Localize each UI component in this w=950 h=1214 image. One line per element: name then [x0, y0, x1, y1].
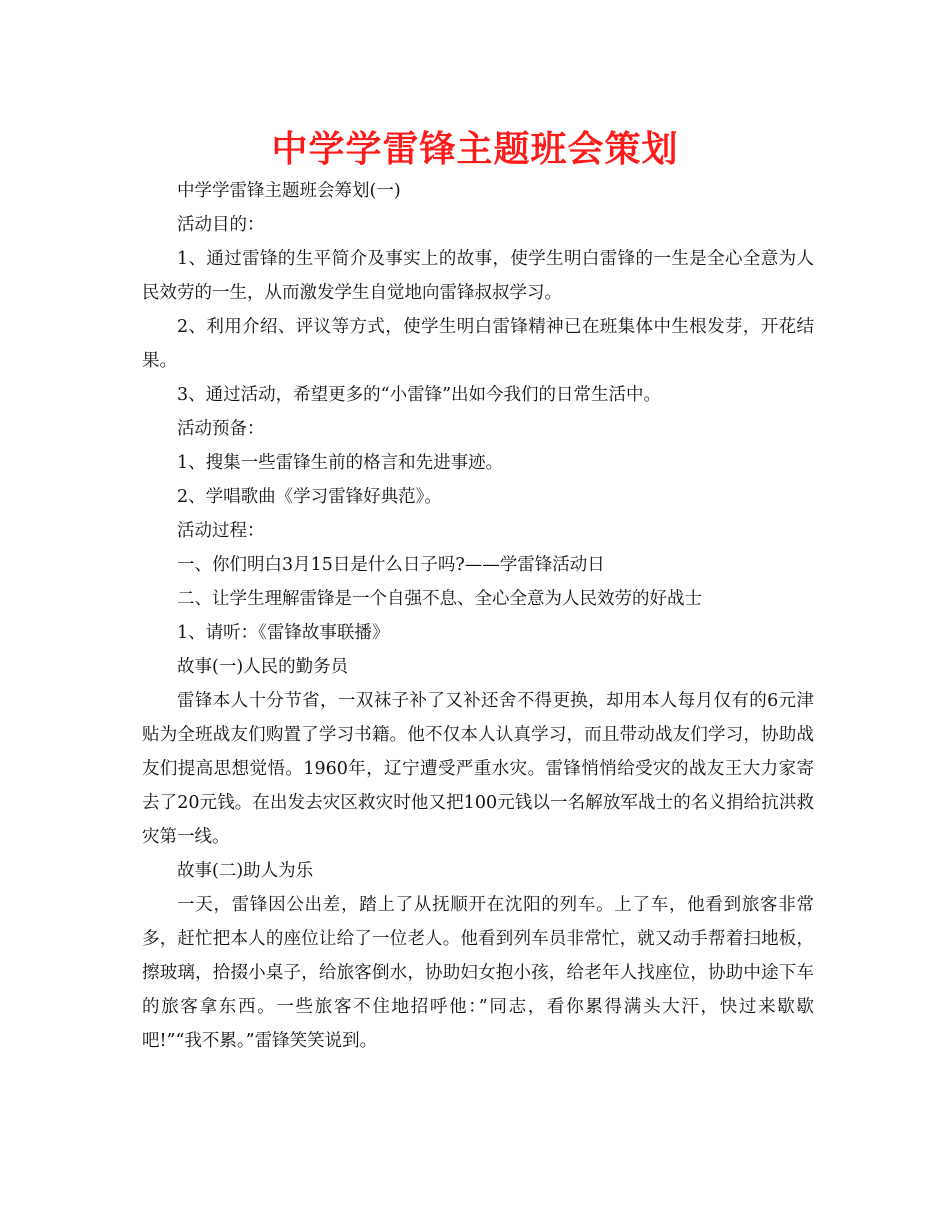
paragraph-preparation-2: 2、学唱歌曲《学习雷锋好典范》。 [177, 487, 442, 507]
paragraph-preparation-1: 1、搜集一些雷锋生前的格言和先进事迹。 [177, 453, 504, 473]
paragraph-story-2-body: 一天，雷锋因公出差，踏上了从抚顺开在沈阳的列车。上了车，他看到旅客非常多，赶忙把本人的座位让给了一位老人。他看到列车员非常忙，就又动手帮着扫地板，擦玻璃，拾掇小桌子，给旅客倒水，协助妇女抱小孩，给老年人找座位，协助中途下车的旅客拿东西。一些旅客不住地招呼他：”同志，看你累得满头大汗，快过来歇歇吧!”“我不累。”雷锋笑笑说到。 [142, 895, 814, 1051]
paragraph-listen: 1、请听：《雷锋故事联播》 [177, 623, 390, 643]
paragraph-subtitle: 中学学雷锋主题班会筹划(一) [177, 181, 401, 201]
paragraph-story-1-body: 雷锋本人十分节省，一双袜子补了又补还舍不得更换，却用本人每月仅有的6元津贴为全班战友们购置了学习书籍。他不仅本人认真学习，而且带动战友们学习，协助战友们提高思想觉悟。1960年，辽宁遭受严重水灾。雷锋悄悄给受灾的战友王大力家寄去了20元钱。在出发去灾区救灾时他又把100元钱以一名解放军战士的名义捐给抗洪救灾第一线。 [142, 691, 814, 847]
document-title: 中学学雷锋主题班会策划 [271, 129, 679, 170]
paragraph-heading-purpose: 活动目的： [177, 215, 265, 235]
paragraph-heading-process: 活动过程： [177, 521, 265, 541]
paragraph-purpose-2: 2、利用介绍、评议等方式，使学生明白雷锋精神已在班集体中生根发芽，开花结果。 [142, 317, 814, 371]
document-body [142, 174, 814, 1058]
paragraph-purpose-1: 1、通过雷锋的生平简介及事实上的故事，使学生明白雷锋的一生是全心全意为人民效劳的一生，从而激发学生自觉地向雷锋叔叔学习。 [142, 249, 814, 303]
paragraph-heading-preparation: 活动预备： [177, 419, 265, 439]
paragraph-purpose-3: 3、通过活动，希望更多的“小雷锋”出如今我们的日常生活中。 [177, 385, 662, 405]
paragraph-story-2-title: 故事(二)助人为乐 [177, 861, 314, 881]
paragraph-story-1-title: 故事(一)人民的勤务员 [177, 657, 349, 677]
paragraph-process-1: 一、你们明白3月15日是什么日子吗?——学雷锋活动日 [177, 555, 605, 575]
paragraph-process-2: 二、让学生理解雷锋是一个自强不息、全心全意为人民效劳的好战士 [177, 589, 702, 609]
